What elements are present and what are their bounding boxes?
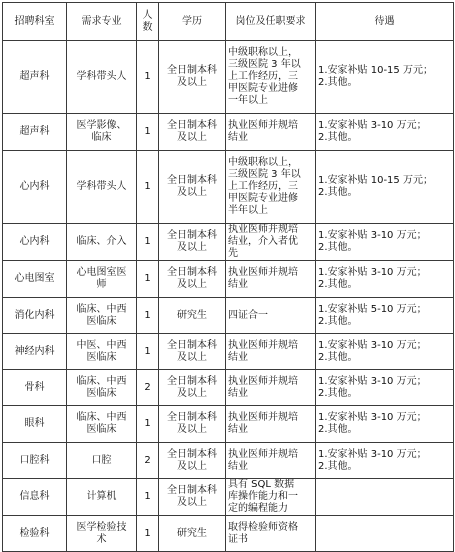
cell-major <box>67 443 137 479</box>
cell-major-text: 中医、中西 医临床 <box>76 339 127 363</box>
cell-dept <box>3 224 67 261</box>
cell-req-text: 执业医师并规培 结业 <box>228 448 298 472</box>
header-dept: 招聘科室 <box>3 3 67 41</box>
cell-req-text: 具有 SQL 数据 库操作能力和一 定的编程能力 <box>228 479 298 514</box>
cell-major <box>67 41 137 114</box>
cell-req-text: 执业医师并规培 结业，介入者优 先 <box>228 224 298 259</box>
cell-dept <box>3 261 67 298</box>
cell-dept <box>3 114 67 151</box>
cell-edu <box>159 479 226 516</box>
cell-edu-text: 全日制本科 及以上 <box>167 375 217 399</box>
recruitment-table <box>2 2 454 552</box>
cell-count-text: 1 <box>144 491 151 502</box>
cell-major-text: 医学检验技 术 <box>76 521 127 545</box>
cell-count <box>137 114 159 151</box>
header-major: 需求专业 <box>67 3 137 41</box>
cell-req <box>226 151 316 224</box>
cell-count <box>137 334 159 370</box>
cell-req <box>226 224 316 261</box>
cell-req <box>226 334 316 370</box>
header-req: 岗位及任职要求 <box>226 3 316 41</box>
cell-req <box>226 516 316 552</box>
cell-benefit <box>316 479 454 516</box>
cell-count-text: 1 <box>144 527 151 539</box>
cell-req-text: 执业医师并规培 结业 <box>228 120 298 143</box>
cell-edu-text: 全日制本科 及以上 <box>167 120 217 143</box>
cell-dept-text: 超声科 <box>19 126 50 137</box>
cell-major <box>67 406 137 443</box>
cell-dept-text: 神经内科 <box>14 345 55 357</box>
header-count-text: 人数 <box>142 9 153 33</box>
cell-edu-text: 研究生 <box>177 527 207 539</box>
cell-major-text: 学科带头人 <box>76 71 127 82</box>
table-row <box>3 516 454 552</box>
cell-major-text: 临床、中西 医临床 <box>76 375 127 399</box>
cell-count <box>137 370 159 406</box>
cell-major-text: 计算机 <box>86 491 117 502</box>
cell-dept <box>3 151 67 224</box>
cell-benefit <box>316 114 454 151</box>
header-edu: 学历 <box>159 3 226 41</box>
cell-benefit-text: 1.安家补贴 10-15 万元； 2.其他。 <box>318 65 433 88</box>
cell-edu <box>159 370 226 406</box>
cell-count <box>137 406 159 443</box>
cell-dept-text: 心内科 <box>19 181 50 192</box>
cell-dept-text: 心内科 <box>19 236 50 247</box>
cell-count-text: 1 <box>144 181 151 192</box>
cell-major-text: 心电图室医 师 <box>76 267 127 290</box>
cell-benefit-text: 1.安家补贴 3-10 万元； 2.其他。 <box>318 339 427 363</box>
cell-dept-text: 检验科 <box>19 527 50 539</box>
cell-req-text: 四证合一 <box>228 309 268 321</box>
table-row <box>3 334 454 370</box>
cell-edu <box>159 151 226 224</box>
cell-benefit <box>316 443 454 479</box>
cell-major <box>67 151 137 224</box>
cell-benefit-text: 1.安家补贴 3-10 万元； 2.其他。 <box>318 448 427 472</box>
table-row <box>3 406 454 443</box>
cell-dept <box>3 443 67 479</box>
cell-benefit-text: 1.安家补贴 3-10 万元； 2.其他。 <box>318 230 427 253</box>
cell-dept-text: 骨科 <box>24 381 45 393</box>
cell-count-text: 1 <box>144 418 151 429</box>
cell-count <box>137 41 159 114</box>
cell-count-text: 1 <box>144 236 151 247</box>
cell-edu-text: 全日制本科 及以上 <box>167 267 217 290</box>
header-benefit: 待遇 <box>316 3 454 41</box>
cell-major <box>67 479 137 516</box>
cell-req <box>226 298 316 334</box>
cell-edu-text: 全日制本科 及以上 <box>167 230 217 253</box>
cell-dept <box>3 41 67 114</box>
cell-benefit <box>316 41 454 114</box>
cell-major-text: 临床、中西 医临床 <box>76 303 127 327</box>
cell-count <box>137 261 159 298</box>
cell-major-text: 医学影像、 临床 <box>76 120 127 143</box>
cell-count-text: 1 <box>144 273 151 284</box>
cell-edu <box>159 334 226 370</box>
cell-req <box>226 406 316 443</box>
cell-benefit <box>316 151 454 224</box>
table-row <box>3 443 454 479</box>
cell-dept-text: 超声科 <box>19 71 50 82</box>
table-row <box>3 41 454 114</box>
cell-req <box>226 41 316 114</box>
cell-edu-text: 全日制本科 及以上 <box>167 412 217 435</box>
cell-benefit <box>316 516 454 552</box>
cell-dept-text: 信息科 <box>19 491 50 502</box>
table-row <box>3 261 454 298</box>
table-row <box>3 224 454 261</box>
cell-count <box>137 224 159 261</box>
table-body <box>3 41 454 552</box>
cell-req <box>226 261 316 298</box>
cell-major <box>67 516 137 552</box>
cell-count <box>137 151 159 224</box>
cell-req-text: 取得检验师资格 证书 <box>228 521 298 545</box>
cell-edu <box>159 443 226 479</box>
cell-benefit-text: 1.安家补贴 10-15 万元； 2.其他。 <box>318 175 433 198</box>
table-row <box>3 479 454 516</box>
cell-edu-text: 全日制本科 及以上 <box>167 65 217 88</box>
cell-major-text: 临床、中西 医临床 <box>76 412 127 435</box>
cell-edu <box>159 261 226 298</box>
cell-req-text: 中级职称以上， 三级医院 3 年以 上工作经历，三 甲医院专业进修 半年以上 <box>228 157 301 216</box>
cell-benefit-text: 1.安家补贴 5-10 万元； 2.其他。 <box>318 303 427 327</box>
cell-req <box>226 479 316 516</box>
header-row <box>3 3 454 41</box>
cell-benefit <box>316 298 454 334</box>
cell-count <box>137 516 159 552</box>
table-row <box>3 298 454 334</box>
cell-major <box>67 370 137 406</box>
cell-dept <box>3 370 67 406</box>
cell-count-text: 1 <box>144 345 151 357</box>
cell-major-text: 口腔 <box>91 454 112 466</box>
cell-major <box>67 224 137 261</box>
cell-major <box>67 298 137 334</box>
cell-benefit <box>316 224 454 261</box>
cell-edu <box>159 406 226 443</box>
cell-count-text: 2 <box>144 381 151 393</box>
cell-count <box>137 479 159 516</box>
cell-edu <box>159 516 226 552</box>
header-count <box>137 3 159 41</box>
cell-dept-text: 口腔科 <box>19 454 50 466</box>
cell-benefit <box>316 261 454 298</box>
cell-dept <box>3 479 67 516</box>
cell-benefit-text: 1.安家补贴 3-10 万元； 2.其他。 <box>318 375 427 399</box>
cell-edu <box>159 114 226 151</box>
cell-req <box>226 443 316 479</box>
cell-dept <box>3 334 67 370</box>
cell-major-text: 学科带头人 <box>76 181 127 192</box>
cell-major <box>67 261 137 298</box>
cell-dept <box>3 298 67 334</box>
cell-count <box>137 443 159 479</box>
cell-edu <box>159 41 226 114</box>
cell-edu <box>159 298 226 334</box>
cell-major-text: 临床、介入 <box>76 236 127 247</box>
cell-req-text: 中级职称以上， 三级医院 3 年以 上工作经历，三 甲医院专业进修 一年以上 <box>228 47 301 106</box>
cell-edu-text: 全日制本科 及以上 <box>167 485 217 508</box>
cell-benefit <box>316 370 454 406</box>
cell-req-text: 执业医师并规培 结业 <box>228 412 298 435</box>
cell-dept <box>3 516 67 552</box>
cell-req <box>226 370 316 406</box>
table-row <box>3 151 454 224</box>
cell-count <box>137 298 159 334</box>
cell-count-text: 2 <box>144 454 151 466</box>
cell-req-text: 执业医师并规培 结业 <box>228 375 298 399</box>
cell-benefit-text: 1.安家补贴 3-10 万元； 2.其他。 <box>318 120 427 143</box>
cell-edu-text: 全日制本科 及以上 <box>167 339 217 363</box>
cell-major <box>67 334 137 370</box>
cell-benefit-text: 1.安家补贴 3-10 万元； 2.其他。 <box>318 412 427 435</box>
cell-edu-text: 全日制本科 及以上 <box>167 175 217 198</box>
cell-count-text: 1 <box>144 126 151 137</box>
table-row <box>3 370 454 406</box>
cell-benefit <box>316 406 454 443</box>
cell-dept-text: 消化内科 <box>14 309 55 321</box>
cell-req-text: 执业医师并规培 结业 <box>228 267 298 290</box>
cell-req-text: 执业医师并规培 结业 <box>228 339 298 363</box>
cell-req <box>226 114 316 151</box>
cell-edu-text: 研究生 <box>177 309 207 321</box>
cell-dept <box>3 406 67 443</box>
cell-benefit-text: 1.安家补贴 3-10 万元； 2.其他。 <box>318 267 427 290</box>
cell-count-text: 1 <box>144 71 151 82</box>
table-row <box>3 114 454 151</box>
cell-benefit <box>316 334 454 370</box>
cell-edu <box>159 224 226 261</box>
cell-dept-text: 眼科 <box>24 418 45 429</box>
cell-edu-text: 全日制本科 及以上 <box>167 448 217 472</box>
cell-count-text: 1 <box>144 309 151 321</box>
cell-major <box>67 114 137 151</box>
cell-dept-text: 心电图室 <box>14 273 55 284</box>
